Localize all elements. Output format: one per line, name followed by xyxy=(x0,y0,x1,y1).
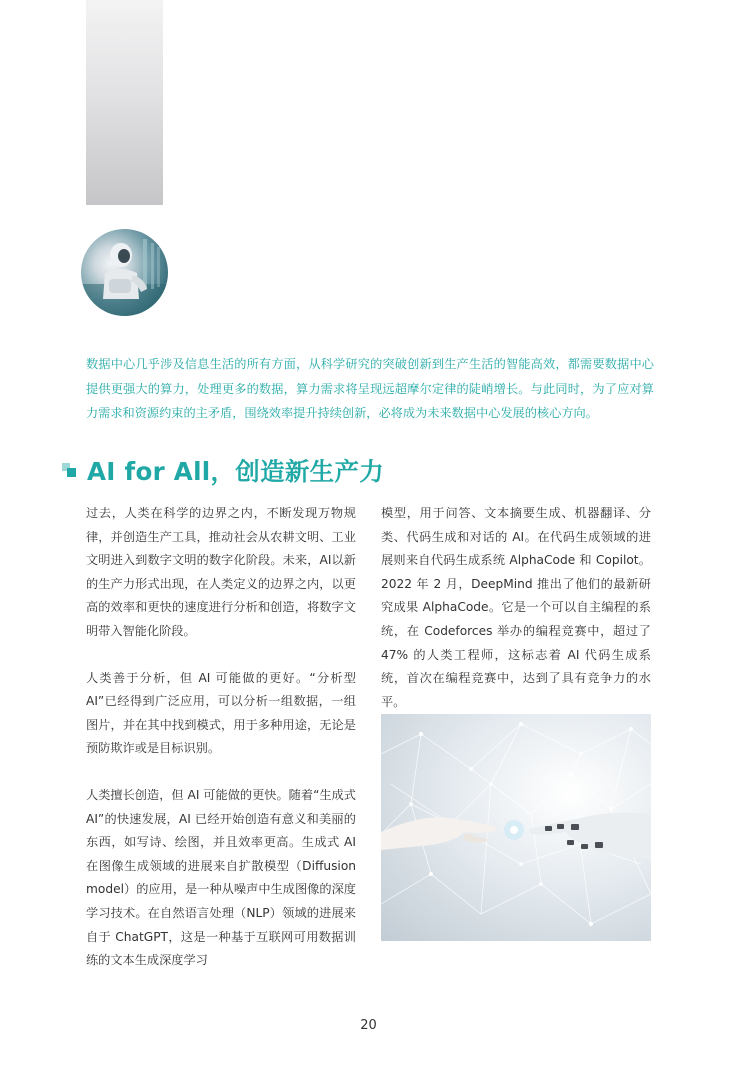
paragraph: 人类擅长创造，但 AI 可能做的更快。随着“生成式 AI”的快速发展，AI 已经开始创造有意义和美丽的东西，如写诗、绘图，并且效率更高。生成式 AI 在图像生成领域的进展来自扩散模型（Diffusion model）的应用，是一种从噪声中生成图像的深度学习技术。在自然语言处理（NLP）领域的进展来自于 ChatGPT，这是一种基于互联网可用数据训练的文本生成深度学习 xyxy=(86,787,356,968)
robot-photo-circle xyxy=(81,229,168,316)
intro-paragraph: 数据中心几乎涉及信息生活的所有方面，从科学研究的突破创新到生产生活的智能高效，都需要数据中心提供更强大的算力，处理更多的数据，算力需求将呈现远超摩尔定律的陡峭增长。与此同时，为了应对算力需求和资源约束的主矛盾，围绕效率提升持续创新，必将成为未来数据中心发展的核心方向。 xyxy=(86,357,654,420)
human-robot-hands-image xyxy=(381,714,651,941)
paragraph: 人类善于分析，但 AI 可能做的更好。“分析型AI”已经得到广泛应用，可以分析一组数据，一组图片，并在其中找到模式，用于多种用途，无论是预防欺诈或是目标识别。 xyxy=(86,670,356,756)
section-title: AI for All，创造新生产力 xyxy=(87,456,385,486)
column-left xyxy=(86,502,356,996)
section-heading xyxy=(62,450,384,490)
hands-illustration xyxy=(381,714,651,941)
robot-illustration xyxy=(81,229,168,316)
page-number: 20 xyxy=(360,1018,377,1033)
paragraph: 过去，人类在科学的边界之内，不断发现万物规律，并创造生产工具，推动社会从农耕文明、工业文明进入到数字文明的数字化阶段。未来，AI以新的生产力形式出现，在人类定义的边界之内，以更高的效率和更快的速度进行分析和创造，将数字文明带入智能化阶段。 xyxy=(86,506,356,638)
paragraph: 模型，用于问答、文本摘要生成、机器翻译、分类、代码生成和对话的 AI。在代码生成领域的进展则来自代码生成系统 AlphaCode 和 Copilot。2022 年 2 月，DeepMind 推出了他们的最新研究成果 AlphaCode。它是一个可以自主编程的系统，在 Codeforces 举办的编程竞赛中，超过了 47% 的人类工程师，这标志着 AI 代码生成系统，首次在编程竞赛中，达到了具有竞争力的水平。 xyxy=(381,506,651,709)
column-right xyxy=(381,502,651,737)
squares-icon xyxy=(62,463,80,477)
decorative-gray-bar xyxy=(86,0,163,205)
